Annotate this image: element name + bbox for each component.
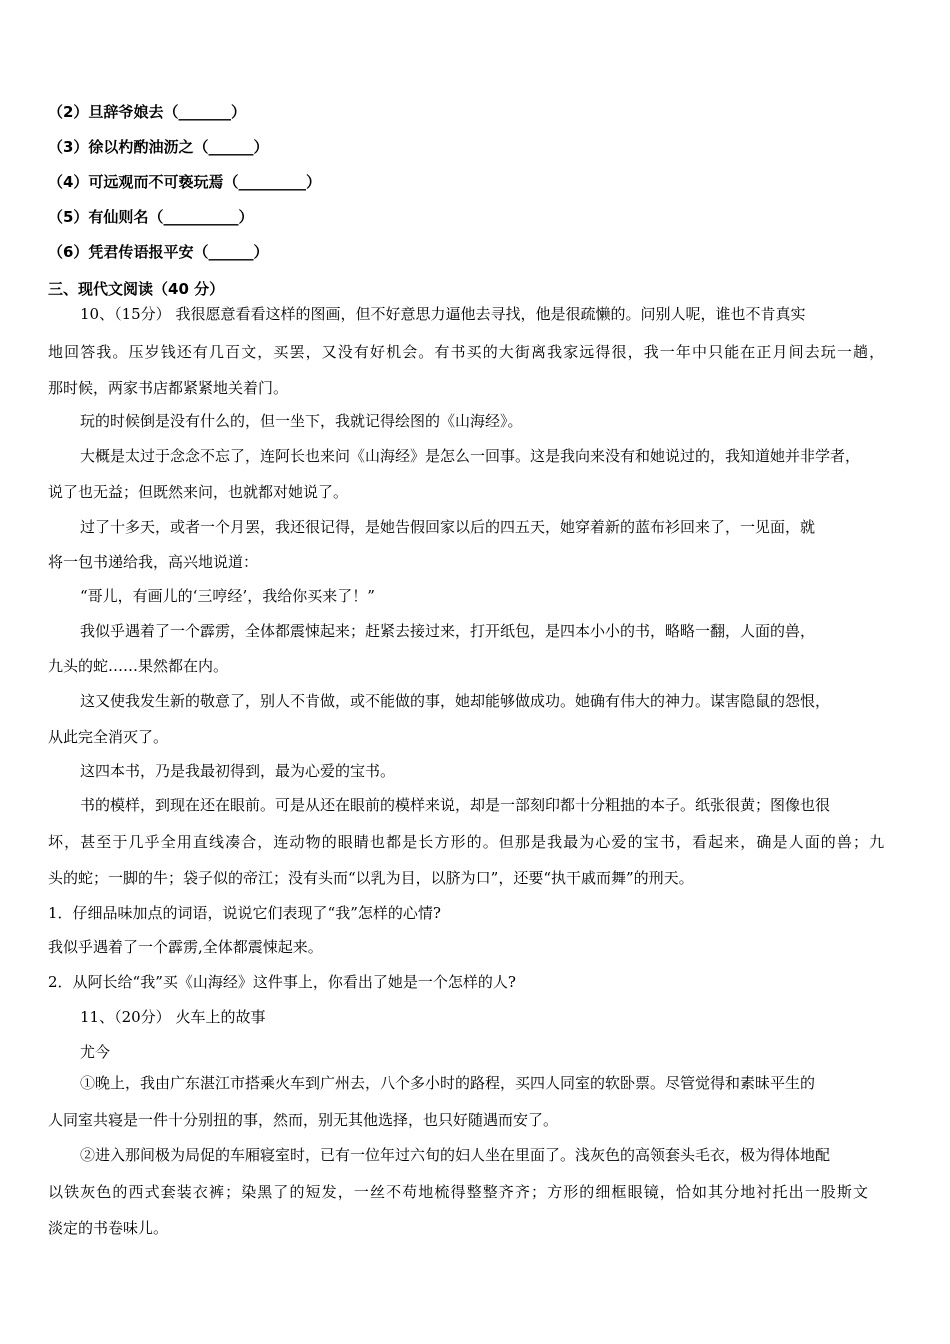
q10-paragraph-line: 那时候，两家书店都紧紧地关着门。: [48, 379, 289, 397]
q11-paragraph-line: 人同室共寝是一件十分别扭的事，然而，别无其他选择，也只好随遇而安了。: [48, 1111, 559, 1129]
q10-paragraph-line: “哥儿，有画儿的‘三哼经’，我给你买来了！”: [80, 587, 375, 605]
q10-paragraph-line: 过了十多天，或者一个月罢，我还很记得，是她告假回家以后的四五天，她穿着新的蓝布衫回来了，一见面，就: [80, 518, 816, 536]
q10-paragraph-line: 说了也无益；但既然来问，也就都对她说了。: [48, 483, 349, 501]
q10-paragraph-line: 10、（15分） 我很愿意看看这样的图画，但不好意思力逼他去寻找，他是很疏懒的。问别人呢，谁也不肯真实: [80, 305, 806, 323]
q10-paragraph-line: 大概是太过于念念不忘了，连阿长也来问《山海经》是怎么一回事。这是我向来没有和她说过的，我知道她并非学者，: [80, 447, 861, 465]
q11-header: 11、（20分） 火车上的故事: [80, 1008, 266, 1026]
q11-paragraph-line: 以铁灰色的西式套装衣裤；染黑了的短发，一丝不苟地梳得整整齐齐；方形的细框眼镜，恰如其分地衬托出一股斯文: [48, 1183, 870, 1201]
q10-paragraph-line: 书的模样，到现在还在眼前。可是从还在眼前的模样来说，却是一部刻印都十分粗拙的本子。纸张很黄；图像也很: [80, 796, 831, 814]
q10-paragraph-line: 将一包书递给我，高兴地说道：: [48, 553, 259, 571]
q10-paragraph-line: 我似乎遇着了一个霹雳，全体都震悚起来；赶紧去接过来，打开纸包，是四本小小的书，略略一翻，人面的兽，: [80, 622, 816, 640]
q11-author: 尤今: [80, 1043, 111, 1061]
q11-paragraph-line: 淡定的书卷味儿。: [48, 1219, 169, 1237]
q10-paragraph-line: 地回答我。压岁钱还有几百文，买罢，又没有好机会。有书买的大街离我家远得很，我一年中只能在正月间去玩一趟，: [48, 343, 886, 361]
q10-paragraph-line: 这四本书，乃是我最初得到，最为心爱的宝书。: [80, 762, 396, 780]
vocab-item-4: （4）可远观而不可亵玩焉（_________）: [48, 173, 321, 191]
q10-paragraph-line: 九头的蛇……果然都在内。: [48, 657, 229, 675]
q11-paragraph-line: ①晚上，我由广东湛江市搭乘火车到广州去，八个多小时的路程，买四人同室的软卧票。尽管觉得和素昧平生的: [80, 1074, 816, 1092]
q10-question-1-sentence: 我似乎遇着了一个霹雳,全体都震悚起来。: [48, 938, 323, 956]
vocab-item-3: （3）徐以杓酌油沥之（______）: [48, 138, 269, 156]
q10-paragraph-line: 坏，甚至于几乎全用直线凑合，连动物的眼睛也都是长方形的。但那是我最为心爱的宝书，看起来，确是人面的兽；九: [48, 833, 886, 851]
q10-question-1: 1．仔细品味加点的词语，说说它们表现了“我”怎样的心情?: [48, 904, 441, 922]
vocab-item-2: （2）旦辞爷娘去（_______）: [48, 103, 246, 121]
q11-paragraph-line: ②进入那间极为局促的车厢寝室时，已有一位年过六旬的妇人坐在里面了。浅灰色的高领套头毛衣，极为得体地配: [80, 1146, 831, 1164]
q10-paragraph-line: 玩的时候倒是没有什么的，但一坐下，我就记得绘图的《山海经》。: [80, 412, 523, 430]
vocab-item-6: （6）凭君传语报平安（______）: [48, 243, 269, 261]
q10-question-2: 2．从阿长给“我”买《山海经》这件事上，你看出了她是一个怎样的人?: [48, 973, 516, 991]
q10-paragraph-line: 从此完全消灭了。: [48, 728, 169, 746]
q10-paragraph-line: 头的蛇；一脚的牛；袋子似的帝江；没有头而“以乳为目，以脐为口”，还要“执干戚而舞”的刑天。: [48, 869, 694, 887]
q10-paragraph-line: 这又使我发生新的敬意了，别人不肯做，或不能做的事，她却能够做成功。她确有伟大的神力。谋害隐鼠的怨恨，: [80, 692, 831, 710]
vocab-item-5: （5）有仙则名（__________）: [48, 208, 254, 226]
section-heading: 三、现代文阅读（40 分）: [48, 280, 225, 298]
